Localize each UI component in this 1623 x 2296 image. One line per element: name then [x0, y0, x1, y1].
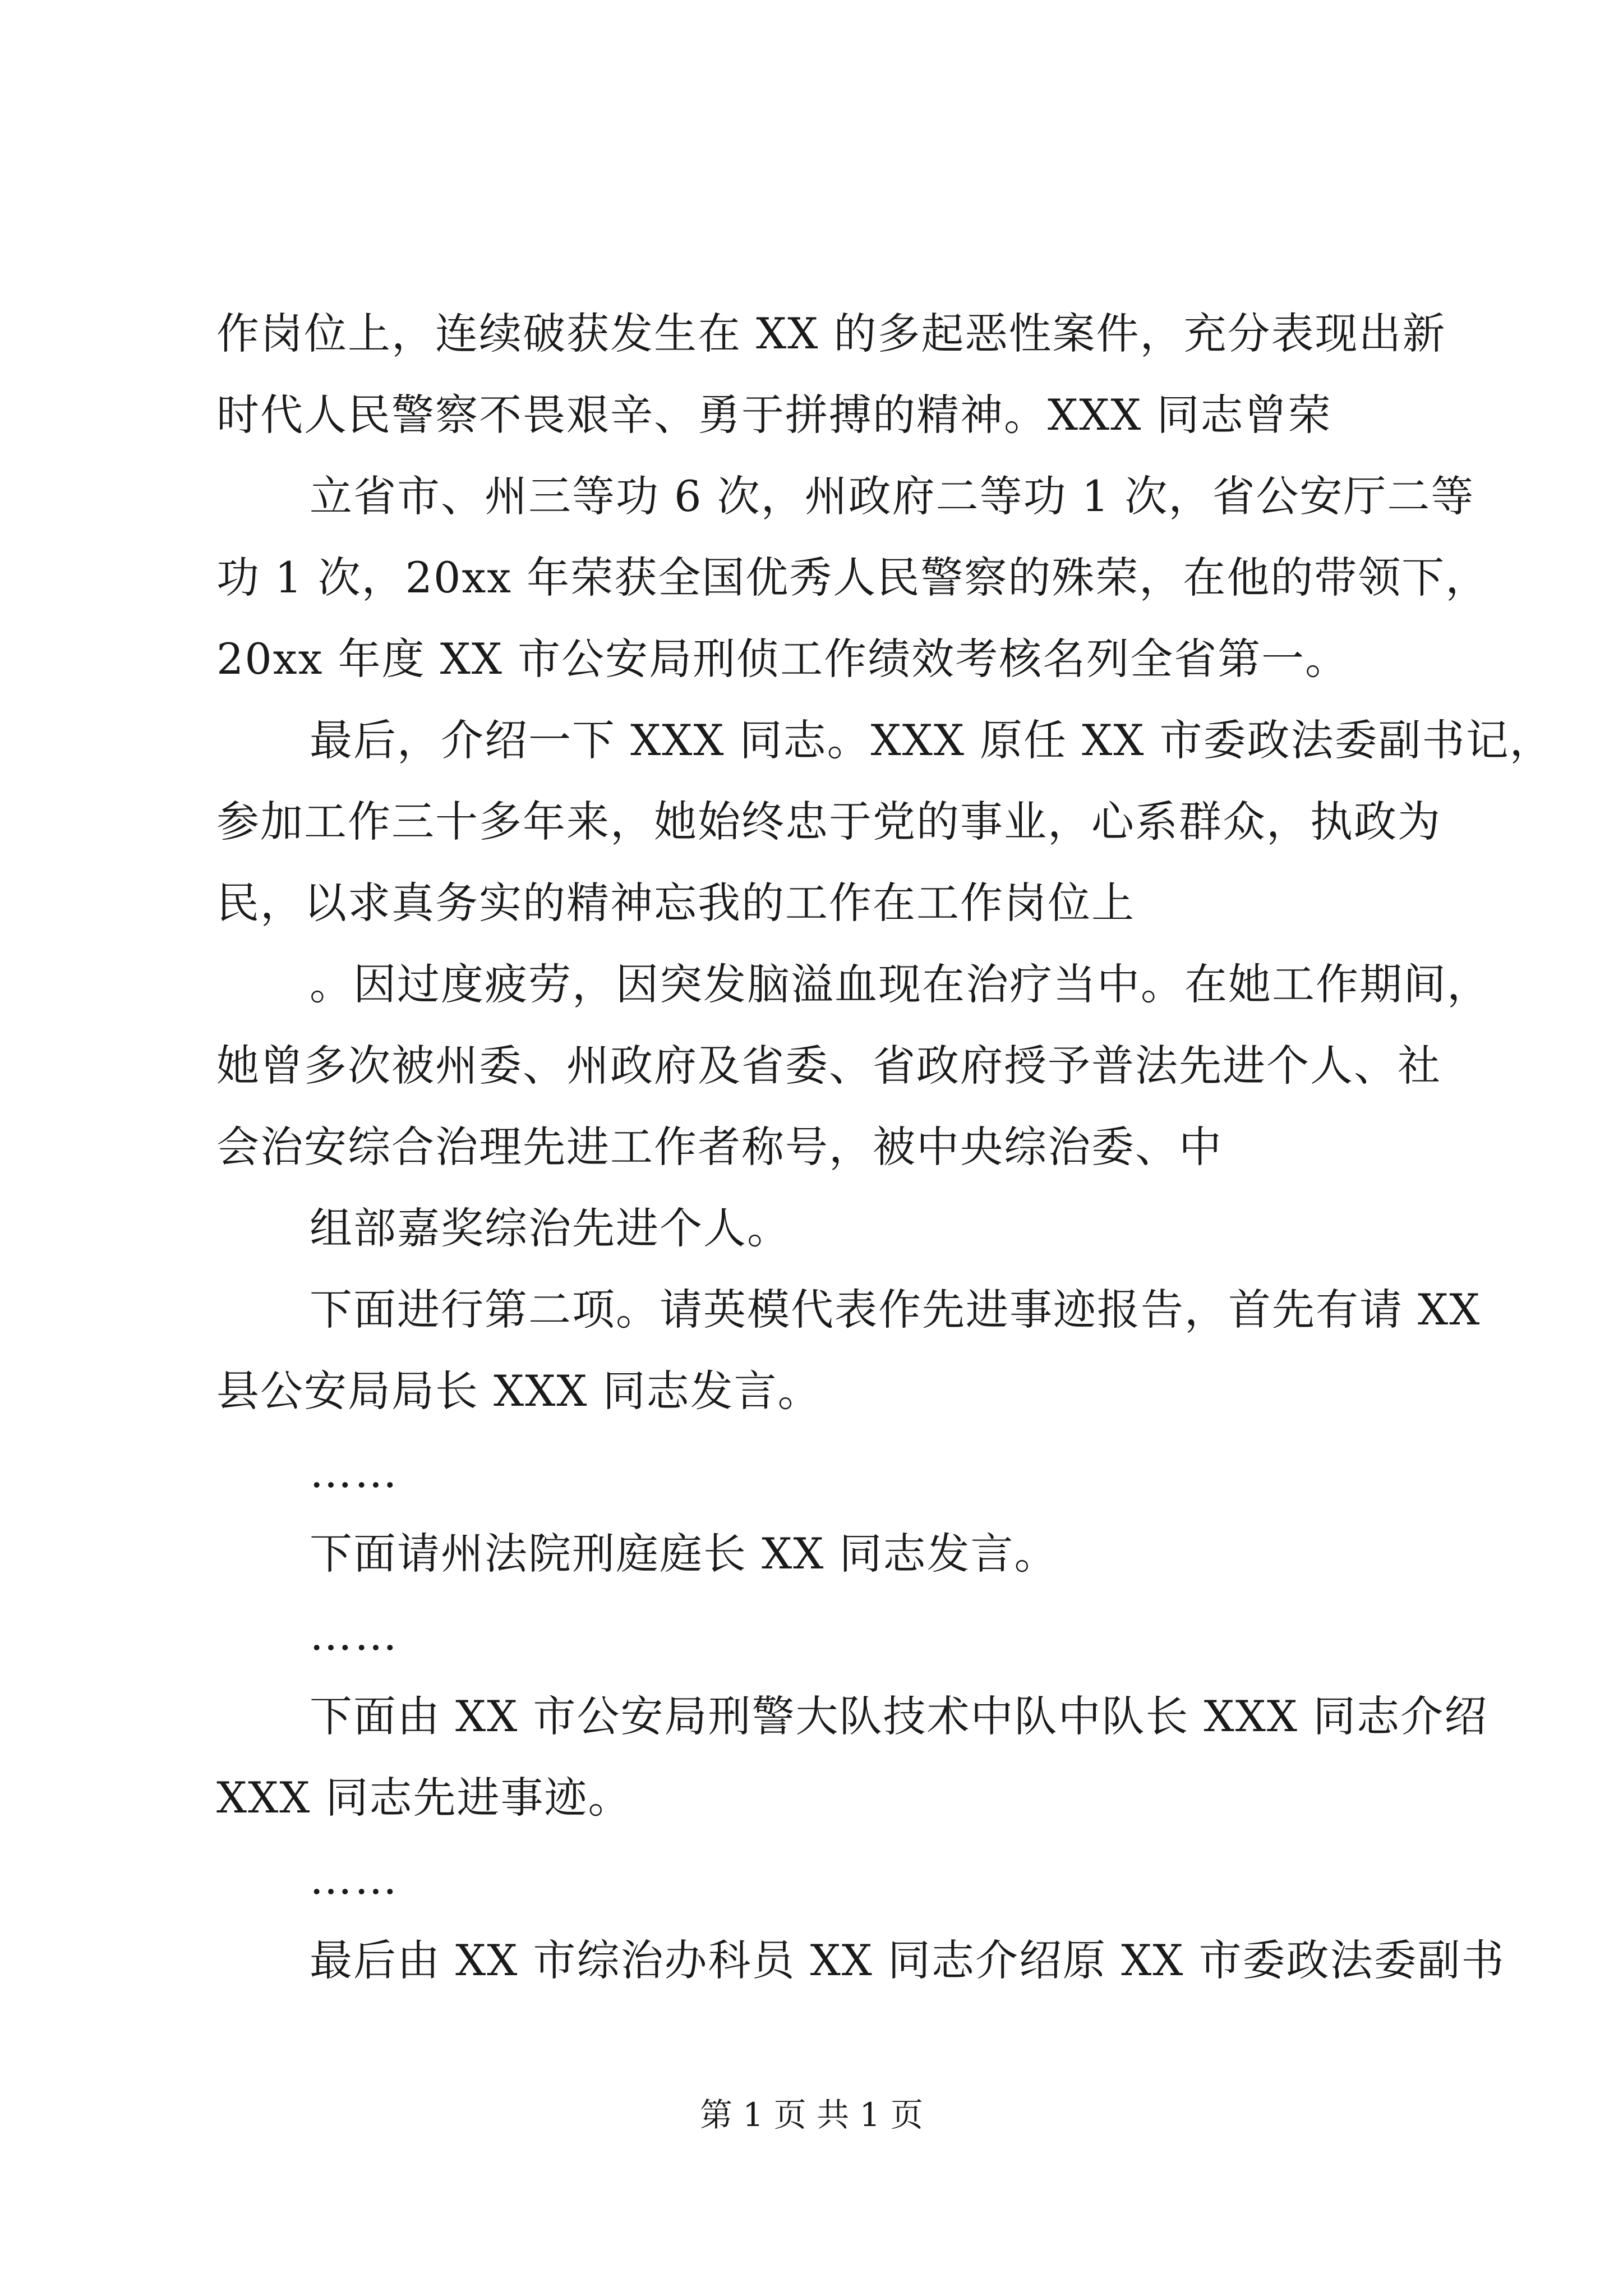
ellipsis-line: …… [310, 1447, 399, 1497]
body-line: 下面进行第二项。请英模代表作先进事迹报告，首先有请 XX [310, 1285, 1481, 1335]
body-line: 下面由 XX 市公安局刑警大队技术中队中队长 XXX 同志介绍 [310, 1691, 1488, 1741]
body-line: 功 1 次，20xx 年荣获全国优秀人民警察的殊荣，在他的带领下， [216, 553, 1490, 602]
body-line: 最后由 XX 市综治办科员 XX 同志介绍原 XX 市委政法委副书 [310, 1935, 1505, 1985]
body-line: 县公安局局长 XXX 同志发言。 [216, 1366, 822, 1416]
ellipsis-line: …… [310, 1610, 399, 1660]
body-line: 时代人民警察不畏艰辛、勇于拼搏的精神。XXX 同志曾荣 [216, 390, 1332, 440]
body-line: XXX 同志先进事迹。 [216, 1773, 632, 1823]
body-line: 20xx 年度 XX 市公安局刑侦工作绩效考核名列全省第一。 [216, 634, 1349, 684]
page-footer: 第 1 页 共 1 页 [700, 2096, 923, 2134]
ellipsis-line: …… [310, 1854, 399, 1904]
body-line: 最后，介绍一下 XXX 同志。XXX 原任 XX 市委政法委副书记， [310, 715, 1553, 765]
body-line: 参加工作三十多年来，她始终忠于党的事业，心系群众，执政为 [216, 797, 1441, 846]
body-line: 民，以求真务实的精神忘我的工作在工作岗位上 [216, 878, 1135, 928]
body-line: 会治安综合治理先进工作者称号，被中央综治委、中 [216, 1122, 1223, 1172]
body-line: 下面请州法院刑庭庭长 XX 同志发言。 [310, 1529, 1058, 1579]
body-line: 。因过度疲劳，因突发脑溢血现在治疗当中。在她工作期间， [310, 959, 1491, 1009]
body-line: 她曾多次被州委、州政府及省委、省政府授予普法先进个人、社 [216, 1041, 1441, 1091]
body-line: 立省市、州三等功 6 次，州政府二等功 1 次，省公安厅二等 [310, 471, 1475, 521]
body-line: 作岗位上，连续破获发生在 XX 的多起恶性案件，充分表现出新 [216, 309, 1446, 358]
body-line: 组部嘉奖综治先进个人。 [310, 1203, 791, 1253]
